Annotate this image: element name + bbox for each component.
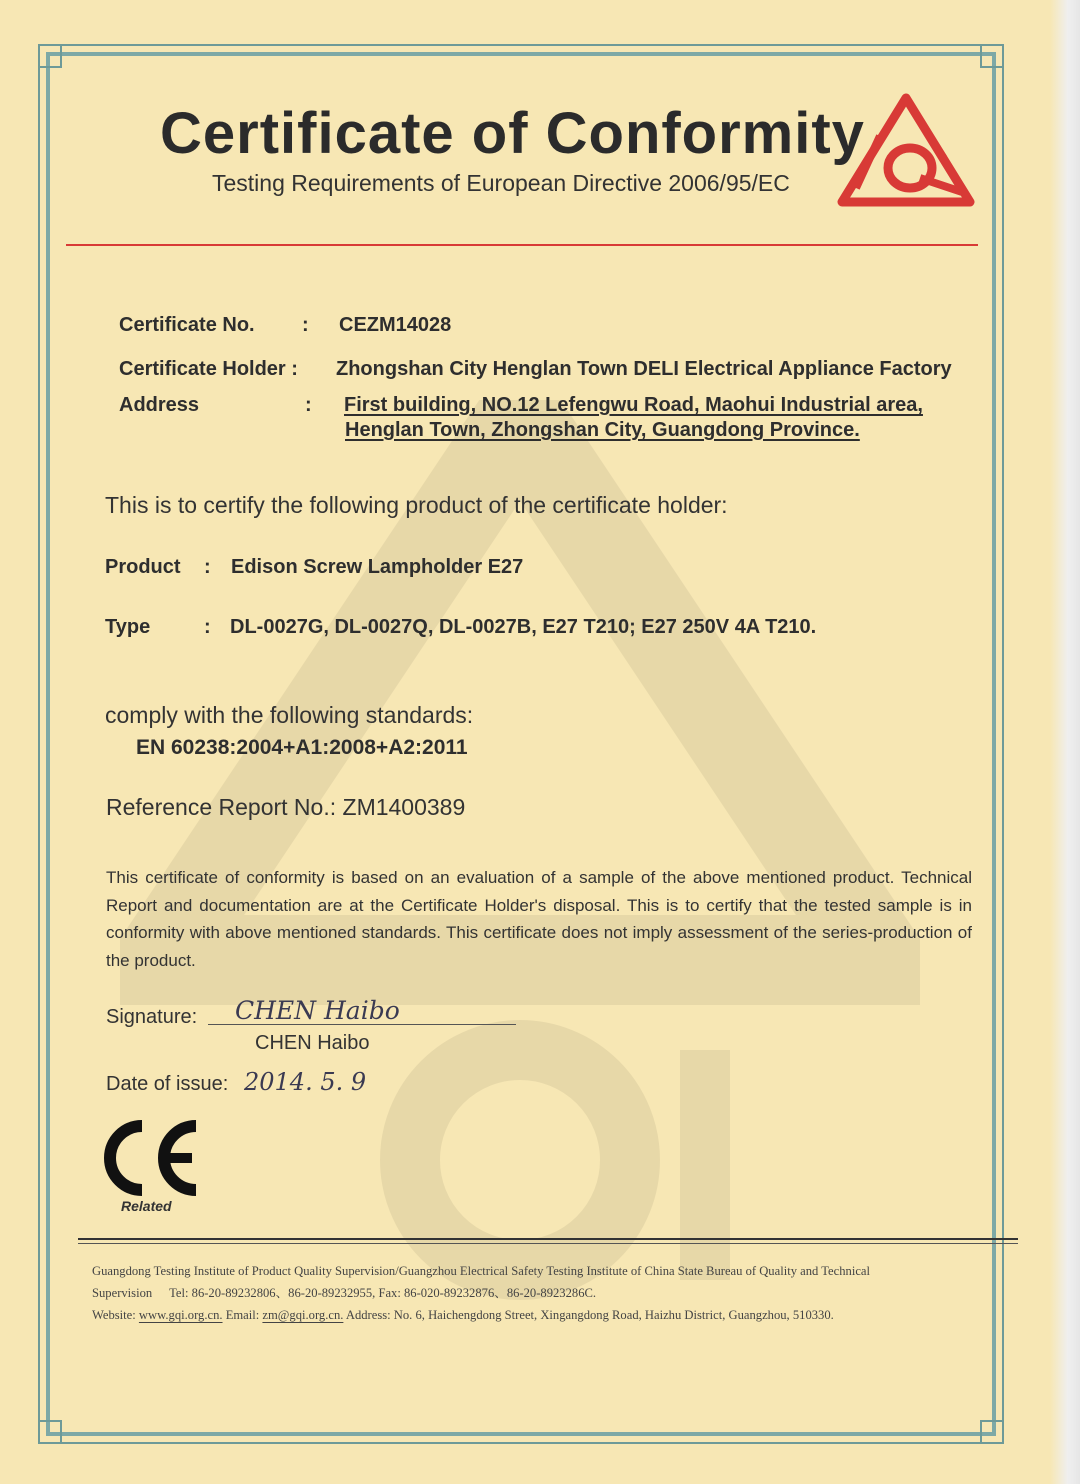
- reference-report: [106, 794, 465, 821]
- email-link[interactable]: zm@gqi.org.cn.: [262, 1308, 344, 1322]
- address-label: Address: [119, 394, 200, 416]
- footer-contact: [92, 1282, 1006, 1304]
- gqi-watermark-icon: [120, 400, 920, 1300]
- footer-tel: Tel: 86-20-89232806、86-20-89232955,: [169, 1286, 376, 1300]
- standard-value: EN 60238:2004+A1:2008+A2:2011: [136, 736, 468, 759]
- cert-no-colon: :: [302, 314, 309, 336]
- conformity-statement: This certificate of conformity is based on an evaluation of a sample of the above mentioned product. Technical Report and documentation are at the Certificate Holder's disposal. This is to certify that the tested sample is in conformity with above mentioned standards. This certificate does not imply assessment of the series-production of the product.: [106, 868, 972, 970]
- address-colon: :: [305, 394, 312, 416]
- footer-divider: [78, 1238, 1018, 1240]
- certify-text: This is to certify the following product of the certificate holder:: [105, 492, 728, 518]
- corner-ornament-br: [980, 1420, 1004, 1444]
- footer-address: Address: No. 6, Haichengdong Street, Xingangdong Road, Haizhu District, Guangzhou, 510330.: [345, 1308, 834, 1322]
- comply-text: comply with the following standards:: [105, 702, 474, 728]
- type-colon: :: [204, 616, 211, 638]
- signature-name: CHEN Haibo: [255, 1032, 370, 1054]
- ce-related-label: Related: [121, 1198, 172, 1214]
- report-value: ZM1400389: [342, 794, 466, 820]
- type-label: Type: [105, 616, 151, 638]
- footer-fax: Fax: 86-020-89232876、86-20-8923286C.: [378, 1286, 597, 1300]
- website-link[interactable]: www.gqi.org.cn.: [138, 1308, 223, 1322]
- page-edge-shadow: [1050, 0, 1080, 1484]
- certificate-subtitle: Testing Requirements of European Directive 2006/95/EC: [212, 170, 790, 196]
- holder-label: Certificate Holder :: [119, 358, 298, 380]
- footer-divider-thin: [78, 1243, 1018, 1244]
- certificate-title: Certificate of Conformity: [160, 101, 865, 166]
- ce-mark-icon: [98, 1118, 202, 1198]
- date-label: Date of issue:: [106, 1073, 229, 1095]
- signature-label: Signature:: [106, 1006, 198, 1028]
- type-value: DL-0027G, DL-0027Q, DL-0027B, E27 T210; E27 250V 4A T210.: [230, 616, 817, 638]
- cert-no-value: CEZM14028: [339, 314, 452, 336]
- handwritten-date: 2014. 5. 9: [244, 1068, 367, 1096]
- cert-no-label: Certificate No.: [119, 314, 255, 336]
- corner-ornament-tr: [980, 44, 1004, 68]
- website-label: Website:: [92, 1308, 136, 1322]
- corner-ornament-bl: [38, 1420, 62, 1444]
- footer-web: [92, 1304, 1006, 1326]
- footer-institute: Guangdong Testing Institute of Product Quality Supervision/Guangzhou Electrical Safety Testing Institute of China State Bureau of Quality and Technical: [92, 1264, 871, 1278]
- signature-line: [208, 1024, 516, 1025]
- report-label: Reference Report No.:: [106, 794, 337, 820]
- email-label: Email:: [225, 1308, 260, 1322]
- issuer-footer: [92, 1260, 1006, 1326]
- holder-value: Zhongshan City Henglan Town DELI Electrical Appliance Factory: [336, 358, 952, 380]
- product-value: Edison Screw Lampholder E27: [231, 556, 524, 578]
- product-label: Product: [105, 556, 181, 578]
- header-divider: [66, 244, 978, 246]
- footer-supervision: Supervision: [92, 1286, 153, 1300]
- handwritten-signature: CHEN Haibo: [235, 996, 400, 1025]
- gqi-logo-icon: [836, 92, 976, 212]
- product-colon: :: [204, 556, 211, 578]
- address-line2: Henglan Town, Zhongshan City, Guangdong Province.: [345, 419, 860, 441]
- corner-ornament-tl: [38, 44, 62, 68]
- address-line1: First building, NO.12 Lefengwu Road, Maohui Industrial area,: [344, 394, 923, 416]
